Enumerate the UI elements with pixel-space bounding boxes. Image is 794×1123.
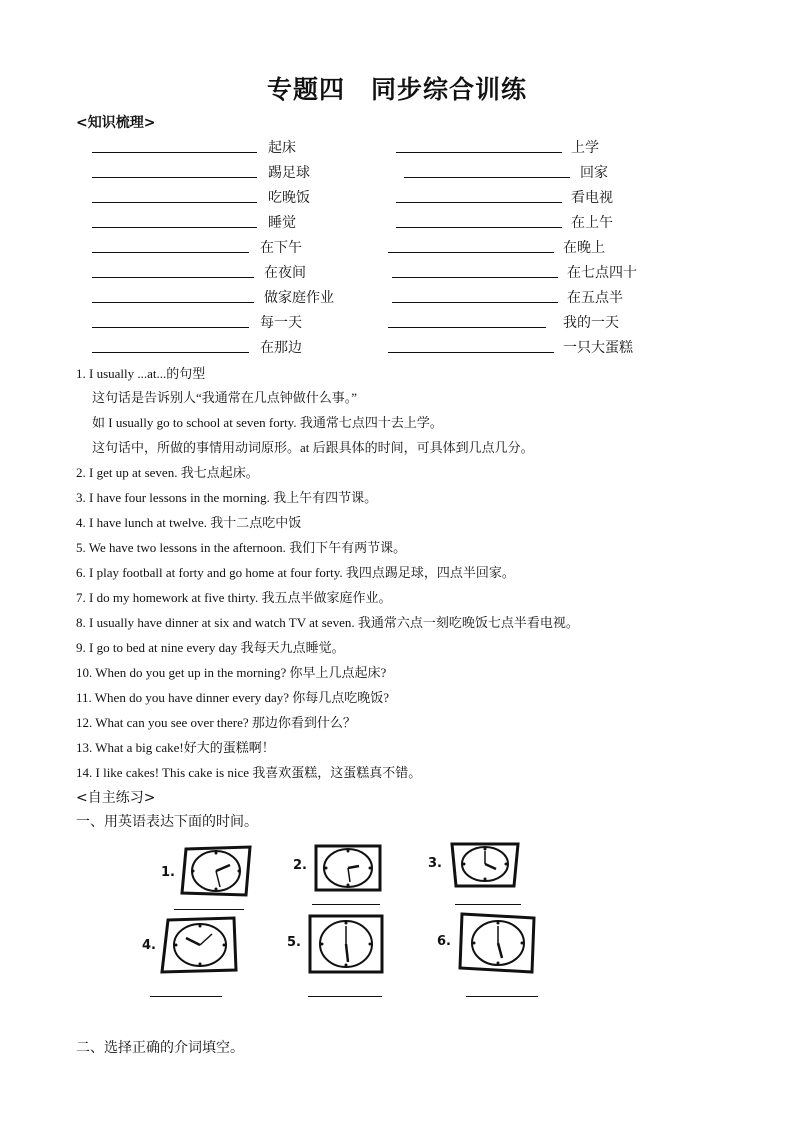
vocab-word: 起床: [268, 140, 296, 156]
sentence-item: 8. I usually have dinner at six and watch TV at seven. 我通常六点一刻吃晚饭七点半看电视。: [76, 615, 579, 630]
vocab-blank[interactable]: [92, 177, 257, 178]
page-title: [0, 70, 794, 106]
vocab-word: 在晚上: [563, 240, 605, 256]
clock-icon: [450, 842, 520, 888]
sentence-item: 9. I go to bed at nine every day 我每天九点睡觉。: [76, 640, 345, 655]
vocab-word: 吃晚饭: [268, 190, 310, 206]
sentence-item: 11. When do you have dinner every day? 你每几点吃晚饭?: [76, 690, 390, 705]
clock-icon: [458, 912, 538, 974]
sentence-item: 10. When do you get up in the morning? 你早上几点起床?: [76, 665, 387, 680]
clock-answer-blank[interactable]: [455, 904, 521, 905]
vocab-blank[interactable]: [388, 252, 554, 253]
vocab-blank[interactable]: [92, 152, 257, 153]
clock-answer-blank[interactable]: [312, 904, 380, 905]
clock-answer-blank[interactable]: [308, 996, 382, 997]
sentence-item: 13. What a big cake!好大的蛋糕啊！: [76, 740, 275, 755]
vocab-blank[interactable]: [392, 302, 558, 303]
vocab-word: 在夜间: [264, 265, 306, 281]
vocab-blank[interactable]: [92, 227, 257, 228]
vocab-word: 一只大蛋糕: [563, 340, 633, 356]
vocab-blank[interactable]: [396, 227, 562, 228]
vocab-word: 睡觉: [268, 215, 296, 231]
section-practice-heading: <自主练习>: [76, 790, 156, 806]
vocab-word: 在下午: [260, 240, 302, 256]
clock-answer-blank[interactable]: [174, 909, 244, 910]
grammar-note: 这句话中，所做的事情用动词原形。at 后跟具体的时间，可具体到几点几分。: [92, 440, 534, 455]
sentence-item: 2. I get up at seven. 我七点起床。: [76, 465, 259, 480]
vocab-blank[interactable]: [92, 202, 257, 203]
clock-icon: [308, 914, 384, 974]
vocab-word: 看电视: [571, 190, 613, 206]
clock-number: 4.: [142, 938, 156, 953]
vocab-blank[interactable]: [388, 327, 546, 328]
clock-icon: [160, 916, 240, 974]
clock-answer-blank[interactable]: [150, 996, 222, 997]
vocab-blank[interactable]: [388, 352, 554, 353]
vocab-blank[interactable]: [92, 252, 249, 253]
clock-number: 1.: [161, 865, 175, 880]
vocab-word: 我的一天: [563, 315, 619, 331]
exercise-1-instruction: 一、用英语表达下面的时间。: [76, 814, 258, 830]
vocab-blank[interactable]: [404, 177, 570, 178]
grammar-note-heading: 1. I usually ...at...的句型: [76, 366, 206, 381]
sentence-item: 4. I have lunch at twelve. 我十二点吃中饭: [76, 515, 302, 530]
sentence-item: 5. We have two lessons in the afternoon. 我们下午有两节课。: [76, 540, 407, 555]
vocab-blank[interactable]: [396, 202, 562, 203]
clock-number: 6.: [437, 934, 451, 949]
vocab-word: 在上午: [571, 215, 613, 231]
vocab-blank[interactable]: [392, 277, 558, 278]
clock-icon: [314, 844, 382, 892]
section-knowledge-heading: <知识梳理>: [76, 115, 156, 131]
title-subtitle: 同步综合训练: [371, 75, 528, 104]
vocab-word: 做家庭作业: [264, 290, 334, 306]
clock-number: 2.: [293, 858, 307, 873]
clock-answer-blank[interactable]: [466, 996, 538, 997]
sentence-item: 12. What can you see over there? 那边你看到什么？: [76, 715, 356, 730]
clock-number: 3.: [428, 856, 442, 871]
sentence-item: 14. I like cakes! This cake is nice 我喜欢蛋糕，这蛋糕真不错。: [76, 765, 422, 780]
clock-icon: [180, 845, 252, 897]
title-topic: 专题四: [266, 75, 345, 104]
vocab-word: 在七点四十: [567, 265, 637, 281]
vocab-blank[interactable]: [92, 277, 254, 278]
vocab-blank[interactable]: [92, 352, 249, 353]
sentence-item: 6. I play football at forty and go home at four forty. 我四点踢足球，四点半回家。: [76, 565, 515, 580]
vocab-word: 上学: [571, 140, 599, 156]
vocab-blank[interactable]: [92, 327, 249, 328]
exercise-2-instruction: 二、选择正确的介词填空。: [76, 1040, 244, 1056]
vocab-word: 每一天: [260, 315, 302, 331]
sentence-item: 7. I do my homework at five thirty. 我五点半做家庭作业。: [76, 590, 392, 605]
clock-number: 5.: [287, 935, 301, 950]
vocab-blank[interactable]: [396, 152, 562, 153]
grammar-note: 这句话是告诉别人“我通常在几点钟做什么事。”: [92, 390, 358, 405]
vocab-blank[interactable]: [92, 302, 254, 303]
grammar-note: 如 I usually go to school at seven forty. 我通常七点四十去上学。: [92, 415, 443, 430]
vocab-word: 回家: [580, 165, 608, 181]
vocab-word: 踢足球: [268, 165, 310, 181]
sentence-item: 3. I have four lessons in the morning. 我上午有四节课。: [76, 490, 378, 505]
vocab-word: 在五点半: [567, 290, 623, 306]
vocab-word: 在那边: [260, 340, 302, 356]
